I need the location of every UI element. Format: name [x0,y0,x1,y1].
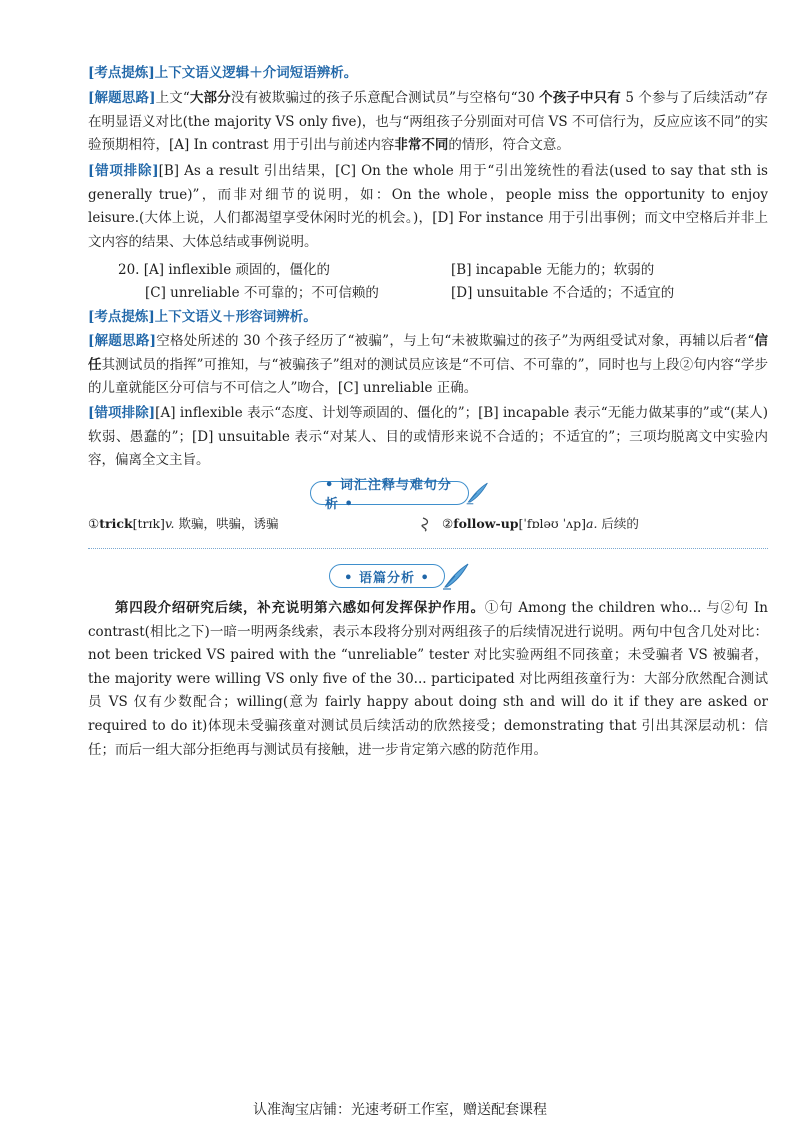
jieti-bold-1: 信任 [88,333,768,373]
passage-banner-label: • 语篇分析 • [329,564,445,588]
q19-cuoxiang [88,160,768,254]
dotted-divider [88,548,768,549]
option-c: [C] unreliable 不可靠的；不可信赖的 [145,285,379,301]
jieti-text-2: 其测试员的指挥”可推知，与“被骗孩子”组对的测试员应该是“不可信、不可靠的”，同时也与上段②句内容“学步的儿童就能区分可信与不可信之人”吻合，[C] unreliable 正确。 [88,356,769,397]
q20-option-row-1 [118,259,330,281]
option-b: [B] incapable 无能力的；软弱的 [451,262,655,278]
vocab-num: ① [88,516,100,531]
quill-icon [441,561,471,591]
jieti-tag: [解题思路] [88,90,156,106]
cuoxiang-text: [A] inflexible 表示“态度、计划等顽固的、僵化的”；[B] incapable 表示“无能力做某事的”或“(某人)软弱、愚蠢的”；[D] unsuitable 表示“对某人、目的或情形来说不合适的；不适宜的”；三项均脱离文中实验内容，偏离全文主旨。 [88,405,768,469]
jieti-text-4: 的情形，符合文意。 [448,137,570,154]
vocab-banner-label: • 词汇注释与难句分析 • [310,481,469,505]
q20-cuoxiang [88,402,768,473]
vocab-phonetic: [ˈfɒləʊ ˈʌp] [518,516,586,531]
kaodian-text: 上下文语义逻辑＋介词短语辨析。 [154,65,358,81]
vocab-word: follow-up [453,516,519,531]
footer-note: 认准淘宝店铺：光速考研工作室，赠送配套课程 [253,1102,547,1118]
jieti-bold-1: 大部分 [189,90,231,106]
cuoxiang-text: [B] As a result 引出结果，[C] On the whole 用于“引出笼统性的看法(used to say that sth is generally true)”，而非对细节的说明，如：On the whole，people miss the opportunity to enjoy leisure.(大体上说，人们都渴望享受休闲时光的机会。)，[D] For instance 用于引出事例；而文中空格后并非上文内容的结果、大体总结或事例说明。 [88,163,768,250]
q20-jieti [88,330,768,401]
jieti-bold-2: 个孩子中只有 [539,90,621,106]
option-a: [A] inflexible 顽固的，僵化的 [143,262,331,278]
question-number: 20. [118,262,140,278]
option-c-wrap [145,282,379,304]
jieti-text-3: 5 个参与了后续活动”存在明显语义对比(the majority VS only five)，也与“两组孩子分别面对可信 VS 不可信行为，反应应该不同”的实验预期相符，[A] In contrast 用于引出与前述内容 [88,90,769,154]
jieti-text-2: 没有被欺骗过的孩子乐意配合测试员”与空格句“30 [230,90,540,106]
vocab-pos: v. [164,516,175,531]
vocab-pos: a. [586,516,598,531]
q19-jieti [88,87,768,158]
q19-kaodian [88,62,768,86]
kaodian-tag: [考点提炼] [88,309,155,325]
vocab-meaning: 后续的 [597,516,639,531]
passage-lead: 第四段介绍研究后续，补充说明第六感如何发挥保护作用。 [115,600,485,616]
vocab-meaning: 欺骗，哄骗，诱骗 [174,516,279,531]
kaodian-text: 上下文语义＋形容词辨析。 [154,309,317,325]
quill-icon [465,478,490,508]
vocab-entry-1 [88,514,278,532]
q20-kaodian [88,306,768,330]
jieti-text-1: 上文“ [155,90,190,106]
swirl-mark-icon [420,516,432,532]
option-d-wrap [451,282,674,304]
cuoxiang-tag: [错项排除] [88,163,159,179]
option-b-wrap [451,259,654,281]
vocab-entry-2 [442,514,639,532]
passage-banner [310,563,490,589]
vocab-banner [310,478,490,512]
vocab-word: trick [99,516,133,531]
option-d: [D] unsuitable 不合适的；不适宜的 [451,285,675,301]
jieti-tag: [解题思路] [88,333,157,349]
jieti-text-1: 空格处所述的 30 个孩子经历了“被骗”，与上句“未被欺骗过的孩子”为两组受试对象，再辅以后者“ [156,333,755,349]
cuoxiang-tag: [错项排除] [88,405,156,421]
passage-body: ①句 Among the children who... 与②句 In contrast(相比之下)一暗一明两条线索，表示本段将分别对两组孩子的后续情况进行说明。两句中包含几处对比：not been tricked VS paired with the “unreliable” tester 对比实验两组不同孩童；未受骗者 VS 被骗者，the majority were willing VS only five of the 30... participated 对比两组孩童行为：大部分欣然配合测试员 VS 仅有少数配合；willing(意为 fairly happy about doing sth and will do it if they are asked or required to do it)体现未受骗孩童对测试员后续活动的欣然接受；demonstrating that 引出其深层动机：信任；而后一组大部分拒绝再与测试员有接触，进一步肯定第六感的防范作用。 [88,600,768,758]
vocab-num: ② [442,516,454,531]
jieti-bold-3: 非常不同 [394,137,449,154]
passage-analysis [88,597,768,762]
vocab-phonetic: [trɪk] [132,516,165,531]
kaodian-tag: [考点提炼] [88,65,155,81]
